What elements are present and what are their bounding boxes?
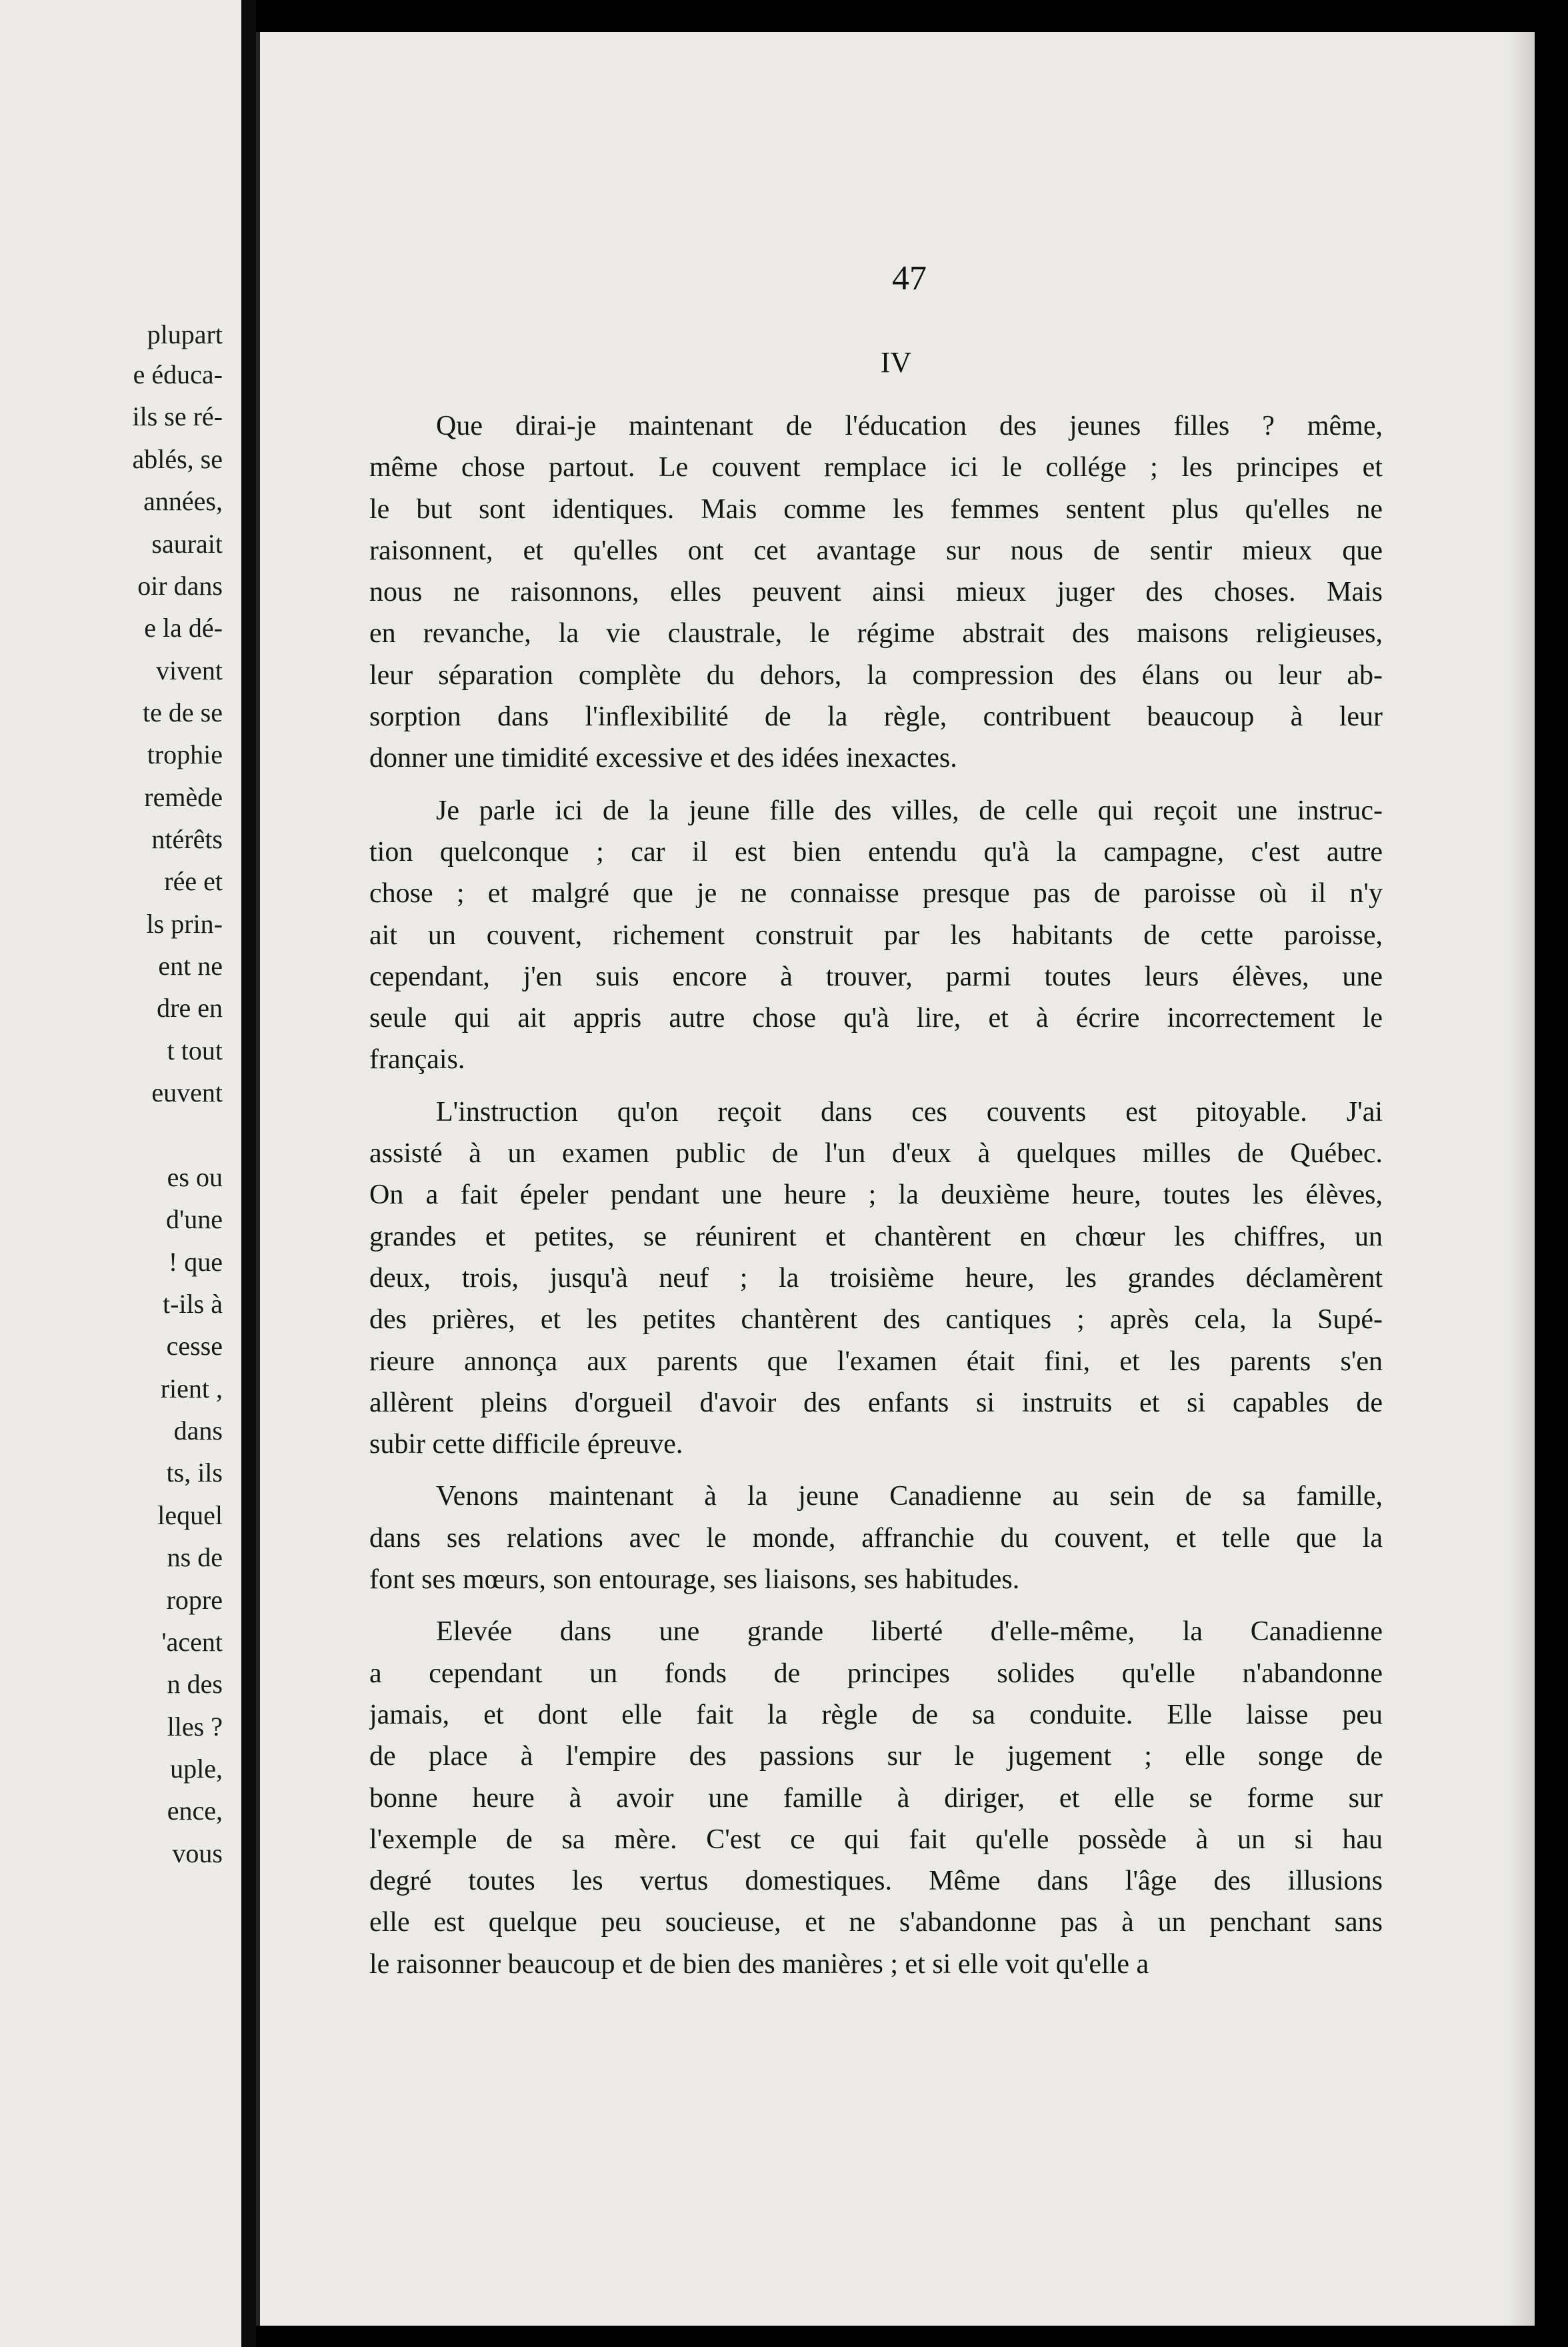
left-page-line: ence, — [167, 1796, 223, 1826]
text-line: donner une timidité excessive et des idées inexactes. — [369, 743, 957, 774]
left-page-line: ts, ils — [166, 1458, 223, 1488]
text-line: tion quelconque ; car il est bien entendu qu'à la campagne, c'est autre — [369, 836, 1383, 867]
book-gutter — [241, 0, 256, 2347]
text-line: raisonnent, et qu'elles ont cet avantage sur nous de sentir mieux que — [369, 535, 1383, 566]
left-page-line: e la dé- — [144, 613, 223, 643]
left-page-line: oir dans — [137, 570, 223, 601]
paragraph — [369, 1091, 1383, 1466]
paragraph — [369, 1611, 1383, 1985]
text-line: de place à l'empire des passions sur le jugement ; elle songe de — [369, 1741, 1383, 1772]
text-line: le but sont identiques. Mais comme les femmes sentent plus qu'elles ne — [369, 493, 1383, 525]
text-line: grandes et petites, se réunirent et chantèrent en chœur les chiffres, un — [369, 1221, 1383, 1252]
text-line: elle est quelque peu soucieuse, et ne s'abandonne pas à un penchant sans — [369, 1907, 1383, 1938]
text-line: assisté à un examen public de l'un d'eux à quelques milles de Québec. — [369, 1138, 1383, 1169]
text-line: bonne heure à avoir une famille à diriger, et elle se forme sur — [369, 1782, 1383, 1814]
text-line: Venons maintenant à la jeune Canadienne au sein de sa famille, — [436, 1481, 1383, 1512]
text-line: deux, trois, jusqu'à neuf ; la troisième heure, les grandes déclamèrent — [369, 1262, 1383, 1294]
left-page-line: lles ? — [167, 1711, 223, 1742]
text-line: allèrent pleins d'orgueil d'avoir des enfants si instruits et si capables de — [369, 1387, 1383, 1418]
left-page-line: ! que — [168, 1246, 223, 1277]
text-line: nous ne raisonnons, elles peuvent ainsi mieux juger des choses. Mais — [369, 577, 1383, 608]
left-page-line: euvent — [151, 1077, 223, 1108]
page-number: 47 — [892, 259, 927, 297]
left-page-line: ropre — [166, 1584, 223, 1615]
text-line: a cependant un fonds de principes solides qu'elle n'abandonne — [369, 1658, 1383, 1689]
left-page-line: ls prin- — [146, 908, 223, 939]
left-page-line: es ou — [167, 1161, 223, 1192]
text-line: ait un couvent, richement construit par les habitants de cette paroisse, — [369, 919, 1383, 951]
text-line: Que dirai-je maintenant de l'éducation des jeunes filles ? même, — [436, 411, 1383, 441]
paragraph — [369, 405, 1383, 779]
text-line: jamais, et dont elle fait la règle de sa conduite. Elle laisse peu — [369, 1699, 1383, 1730]
left-page-line: saurait — [151, 528, 223, 559]
left-page-line: t tout — [167, 1035, 223, 1065]
paragraph — [369, 1476, 1383, 1600]
text-line: subir cette difficile épreuve. — [369, 1429, 683, 1460]
left-page-line: lequel — [157, 1500, 223, 1530]
section-title: IV — [880, 346, 912, 379]
left-page-line: 'acent — [161, 1626, 223, 1657]
body-text — [369, 405, 1383, 1996]
left-page-line: vivent — [156, 655, 223, 685]
left-page-line: cesse — [166, 1331, 223, 1362]
text-line: l'exemple de sa mère. C'est ce qui fait qu'elle possède à un si hau — [369, 1824, 1383, 1855]
left-page-line: ent ne — [158, 951, 223, 981]
left-page-line: plupart — [147, 319, 223, 350]
text-line: seule qui ait appris autre chose qu'à lire, et à écrire incorrectement le — [369, 1003, 1383, 1034]
left-page-line: n des — [167, 1669, 223, 1700]
text-line: chose ; et malgré que je ne connaisse presque pas de paroisse où il n'y — [369, 878, 1383, 909]
text-line: cependant, j'en suis encore à trouver, parmi toutes leurs élèves, une — [369, 961, 1383, 992]
left-page-line: trophie — [147, 739, 223, 770]
text-line: L'instruction qu'on reçoit dans ces couvents est pitoyable. J'ai — [436, 1096, 1383, 1127]
text-line: des prières, et les petites chantèrent des cantiques ; après cela, la Supé- — [369, 1304, 1383, 1336]
left-page-line: remède — [144, 781, 223, 812]
left-page-line: dans — [173, 1416, 223, 1446]
page-edge-shadow — [1508, 32, 1535, 2326]
left-page-line: dre en — [157, 993, 223, 1023]
left-page-line: te de se — [143, 697, 223, 727]
text-line: sorption dans l'inflexibilité de la règle, contribuent beaucoup à leur — [369, 701, 1383, 733]
left-page-line: ils se ré- — [132, 401, 223, 432]
left-page-line: ns de — [167, 1542, 223, 1573]
text-line: On a fait épeler pendant une heure ; la deuxième heure, toutes les élèves, — [369, 1180, 1383, 1211]
left-page-line: d'une — [166, 1204, 223, 1235]
paragraph — [369, 790, 1383, 1081]
left-page-line: ablés, se — [132, 443, 223, 474]
left-page-line: uple, — [170, 1753, 223, 1784]
left-page-line: ntérêts — [151, 824, 223, 855]
text-line: Je parle ici de la jeune fille des villes, de celle qui reçoit une instruc- — [436, 795, 1383, 826]
text-line: leur séparation complète du dehors, la compression des élans ou leur ab- — [369, 659, 1383, 691]
text-line: dans ses relations avec le monde, affranchie du couvent, et telle que la — [369, 1522, 1383, 1554]
text-line: Elevée dans une grande liberté d'elle-même, la Canadienne — [436, 1616, 1383, 1648]
left-page-line: t-ils à — [163, 1289, 223, 1319]
left-page-line: années, — [143, 486, 223, 517]
page-edge-rule — [256, 32, 260, 2326]
text-line: le raisonner beaucoup et de bien des manières ; et si elle voit qu'elle a — [369, 1948, 1149, 1980]
text-line: degré toutes les vertus domestiques. Même dans l'âge des illusions — [369, 1866, 1383, 1897]
text-line: en revanche, la vie claustrale, le régime abstrait des maisons religieuses, — [369, 618, 1383, 649]
text-line: même chose partout. Le couvent remplace ici le collége ; les principes et — [369, 452, 1383, 483]
left-page-line: vous — [172, 1838, 223, 1868]
left-page-line: rée et — [164, 866, 223, 897]
text-line: rieure annonça aux parents que l'examen était fini, et les parents s'en — [369, 1346, 1383, 1377]
left-page-line: e éduca- — [133, 359, 223, 390]
left-facing-page — [0, 0, 241, 2347]
text-line: français. — [369, 1044, 465, 1075]
left-page-line: rient , — [160, 1373, 223, 1404]
main-page — [256, 32, 1535, 2326]
text-line: font ses mœurs, son entourage, ses liaisons, ses habitudes. — [369, 1564, 1020, 1596]
